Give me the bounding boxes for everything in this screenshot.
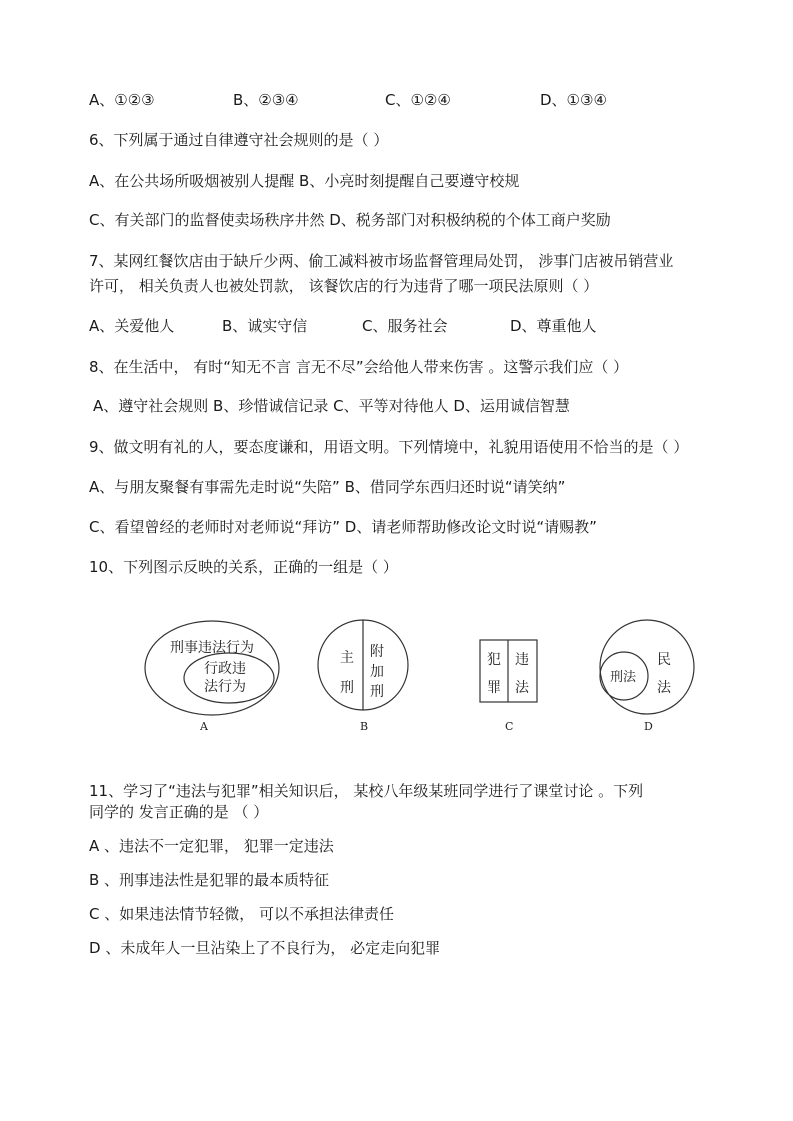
diagram-a-inner-label-2: 法行为	[204, 679, 246, 695]
diagram-d	[600, 620, 694, 733]
diagram-d-outer-label-1: 民	[657, 652, 671, 668]
q6-stem: 6、下列属于通过自律遵守社会规则的是（ ）	[89, 131, 389, 149]
q6-options-ab: A、在公共场所吸烟被别人提醒 B、小亮时刻提醒自己要遵守校规	[89, 172, 520, 190]
diagram-c-right-1: 违	[515, 652, 529, 668]
q10-stem: 10、下列图示反映的关系，正确的一组是（ ）	[89, 558, 398, 576]
diagram-b-caption: B	[360, 720, 369, 733]
q11-option-d: D 、未成年人一旦沾染上了不良行为， 必定走向犯罪	[89, 939, 441, 957]
diagram-b-right-3: 刑	[370, 684, 384, 700]
diagram-d-outer-label-2: 法	[657, 680, 671, 696]
q7-option-d: D、尊重他人	[510, 317, 597, 335]
q8-options: A、遵守社会规则 B、珍惜诚信记录 C、平等对待他人 D、运用诚信智慧	[93, 397, 570, 415]
q11-option-b: B 、刑事违法性是犯罪的最本质特征	[89, 871, 330, 889]
diagram-b	[318, 620, 408, 733]
diagram-c	[480, 640, 537, 733]
q9-options-ab: A、与朋友聚餐有事需先走时说“失陪” B、借同学东西归还时说“请笑纳”	[89, 478, 566, 496]
q7-stem-line1: 7、某网红餐饮店由于缺斤少两、偷工减料被市场监督管理局处罚， 涉事门店被吊销营业	[89, 252, 674, 270]
q7-option-b: B、诚实守信	[222, 317, 308, 335]
q11-option-c: C 、如果违法情节轻微， 可以不承担法律责任	[89, 905, 395, 923]
diagram-a-caption: A	[200, 720, 208, 733]
diagram-b-left-2: 刑	[340, 680, 354, 696]
q11-stem-line1: 11、学习了“违法与犯罪”相关知识后， 某校八年级某班同学进行了课堂讨论 。下列	[89, 782, 644, 800]
q5-option-b: B、②③④	[233, 91, 299, 109]
q7-option-c: C、服务社会	[362, 317, 448, 335]
q5-option-d: D、①③④	[540, 91, 607, 109]
q6-options-cd: C、有关部门的监督使卖场秩序井然 D、税务部门对积极纳税的个体工商户奖励	[89, 211, 611, 229]
q11-stem-line2: 同学的 发言正确的是 （ ）	[89, 803, 269, 821]
diagram-b-right-1: 附	[370, 644, 384, 660]
q8-stem: 8、在生活中， 有时“知无不言 言无不尽”会给他人带来伤害 。这警示我们应（ ）	[89, 358, 629, 376]
q5-option-a: A、①②③	[89, 91, 155, 109]
q11-option-a: A 、违法不一定犯罪， 犯罪一定违法	[89, 837, 334, 855]
q10-diagrams	[0, 600, 793, 745]
q9-options-cd: C、看望曾经的老师时对老师说“拜访” D、请老师帮助修改论文时说“请赐教”	[89, 518, 597, 536]
diagram-d-inner-label: 刑法	[610, 670, 637, 685]
diagram-b-left-1: 主	[340, 650, 354, 666]
diagram-a-inner-label-1: 行政违	[204, 661, 246, 677]
diagram-c-right-2: 法	[515, 680, 529, 696]
diagram-b-right-2: 加	[370, 664, 384, 680]
diagram-d-caption: D	[644, 720, 653, 733]
q7-option-a: A、关爱他人	[89, 317, 175, 335]
diagram-a	[145, 621, 279, 733]
diagram-a-outer-label: 刑事违法行为	[170, 640, 254, 656]
diagram-c-caption: C	[505, 720, 514, 733]
q7-stem-line2: 许可， 相关负责人也被处罚款， 该餐饮店的行为违背了哪一项民法原则（ ）	[89, 277, 599, 295]
q5-option-c: C、①②④	[385, 91, 451, 109]
diagram-c-left-2: 罪	[487, 680, 501, 696]
diagram-c-left-1: 犯	[487, 652, 501, 668]
q9-stem: 9、做文明有礼的人，要态度谦和，用语文明。下列情境中，礼貌用语使用不恰当的是（ ）	[89, 438, 689, 456]
diagram-d-outer-circle	[600, 620, 694, 714]
